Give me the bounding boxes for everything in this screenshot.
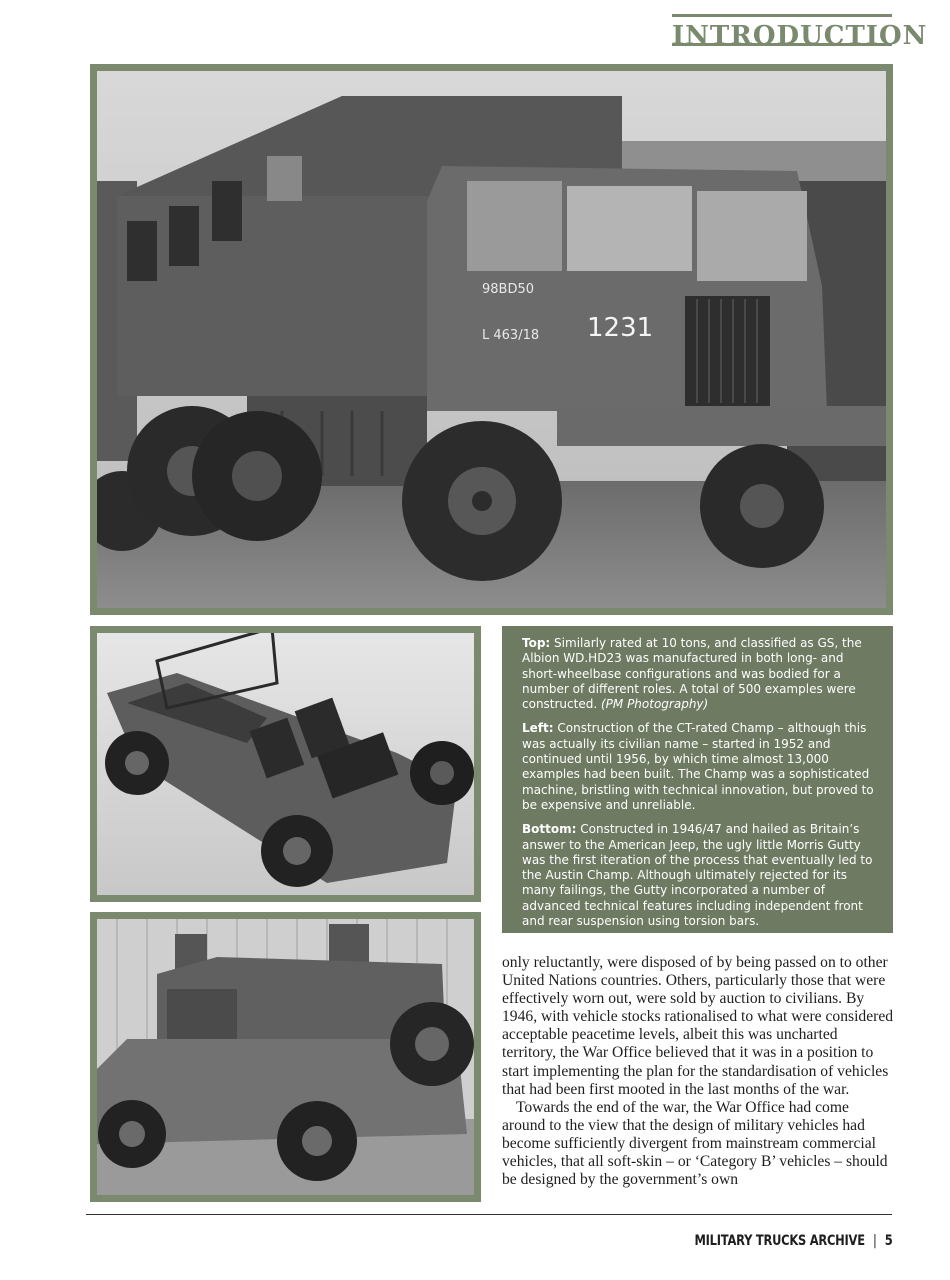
page-number: 5	[885, 1233, 893, 1249]
truck-number: 1231	[587, 313, 654, 343]
photo-captions	[502, 626, 893, 933]
body-paragraph-1: only reluctantly, were disposed of by being passed on to other United Nations countries. Others, particularly those that were effectively worn out, were sold by auction to civilians. By 1946, with vehicle stocks rationalised to what were considered acceptable peacetime levels, albeit this was uncharted territory, the War Office believed that it was in a position to start implementing the plan for the standardisation of vehicles that had been first mooted in the last months of the war.	[502, 954, 894, 1098]
champ-photo-illustration	[97, 633, 474, 895]
photo-top-albion-truck	[90, 64, 893, 615]
section-title: INTRODUCTION	[672, 14, 892, 46]
footer-separator: |	[873, 1233, 878, 1249]
footer-divider	[86, 1214, 892, 1215]
caption-top-credit: (PM Photography)	[600, 697, 709, 712]
truck-marking-2: L 463/18	[482, 328, 540, 343]
caption-top-text: Similarly rated at 10 tons, and classified as GS, the Albion WD.HD23 was manufactured in both long- and short-wheelbase configurations and was bodied for a number of different roles. A total of 500 examples were constructed.	[522, 636, 862, 712]
caption-top	[522, 636, 875, 712]
caption-top-label: Top:	[522, 636, 551, 650]
caption-bottom-label: Bottom:	[522, 822, 577, 837]
body-text	[502, 954, 894, 1189]
gutty-photo-illustration	[97, 919, 474, 1195]
truck-marking-1: 98BD50	[482, 282, 535, 297]
publication-name: MILITARY TRUCKS ARCHIVE	[694, 1233, 866, 1249]
photo-left-champ	[90, 626, 481, 902]
caption-left	[522, 721, 875, 813]
caption-left-label: Left:	[522, 721, 554, 736]
body-paragraph-2: Towards the end of the war, the War Office had come around to the view that the design of military vehicles had become sufficiently divergent from mainstream commercial vehicles, that all soft-skin – or ‘Category B’ vehicles – should be designed by the government’s own	[502, 1098, 888, 1189]
caption-left-text: Construction of the CT-rated Champ – although this was actually its civilian name – started in 1952 and continued until 1956, by which time almost 13,000 examples had been built. The Champ was a sophisticated machine, bristling with technical innovation, but proved to be expensive and unreliable.	[522, 721, 874, 812]
caption-bottom	[522, 822, 875, 929]
truck-photo-illustration	[97, 71, 886, 608]
page-footer	[695, 1233, 893, 1249]
caption-bottom-text: Constructed in 1946/47 and hailed as Britain’s answer to the American Jeep, the ugly little Morris Gutty was the first iteration of the process that eventually led to the Austin Champ. Although ultimately rejected for its many failings, the Gutty incorporated a number of advanced technical features including independent front and rear suspension using torsion bars.	[522, 822, 873, 929]
photo-bottom-gutty	[90, 912, 481, 1202]
